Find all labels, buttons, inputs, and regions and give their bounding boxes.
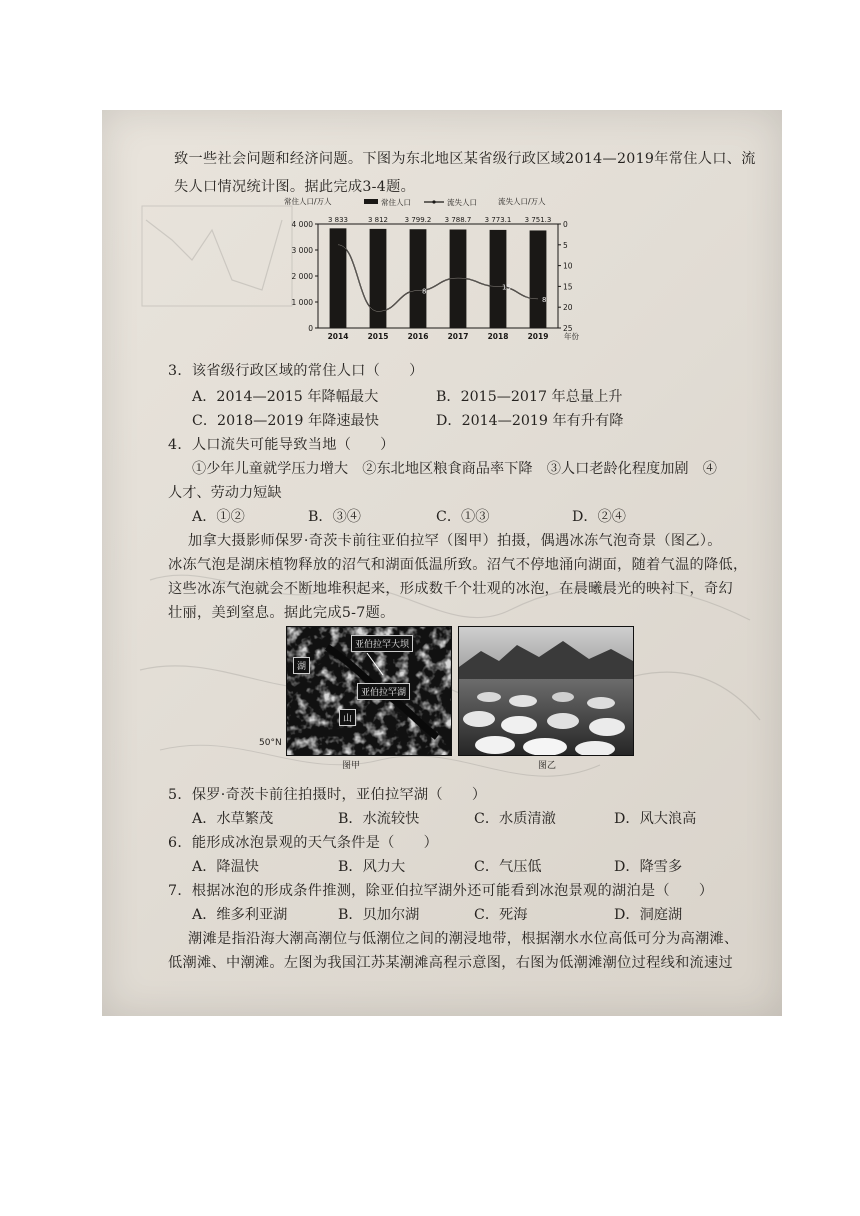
ice-bubbles-art xyxy=(459,627,633,755)
q6-option-c[interactable]: C．气压低 xyxy=(474,859,542,875)
bar-value-label: 3 812 xyxy=(367,216,389,224)
intro-line-2: 失人口情况统计图。据此完成3-4题。 xyxy=(174,179,416,195)
bar-2015 xyxy=(370,229,387,328)
bar-value-label: 3 788.7 xyxy=(444,216,472,224)
q3-option-b[interactable]: B．2015—2017 年总量上升 xyxy=(436,389,623,405)
q3-stem: 3．该省级行政区域的常住人口（ ） xyxy=(168,363,424,379)
label-mountain: 山 xyxy=(339,709,356,726)
population-loss-line xyxy=(338,245,538,312)
line-value-label: 8 xyxy=(422,287,427,296)
q7-option-a[interactable]: A．维多利亚湖 xyxy=(192,907,288,923)
left-axis-tick-label: 1 000 xyxy=(291,298,313,307)
x-axis-tick-label: 2016 xyxy=(407,332,429,341)
figure-jia-caption: 图甲 xyxy=(342,761,361,771)
q5-option-d[interactable]: D．风大浪高 xyxy=(614,811,697,827)
intro-line-1: 致一些社会问题和经济问题。下图为东北地区某省级行政区域2014—2019年常住人口、流 xyxy=(174,151,756,167)
passage2-line-3: 这些冰冻气泡就会不断地堆积起来，形成数千个壮观的冰泡，在晨曦晨光的映衬下，奇幻 xyxy=(168,581,734,597)
left-axis-tick-label: 3 000 xyxy=(291,246,313,255)
right-axis-label: 流失人口/万人 xyxy=(498,197,546,206)
line-value-label: 15 xyxy=(502,283,511,292)
q7-stem: 7．根据冰泡的形成条件推测，除亚伯拉罕湖外还可能看到冰泡景观的湖泊是（ ） xyxy=(168,883,714,899)
q3-option-a[interactable]: A．2014—2015 年降幅最大 xyxy=(192,389,379,405)
q4-option-c[interactable]: C．①③ xyxy=(436,509,490,525)
q5-option-a[interactable]: A．水草繁茂 xyxy=(192,811,274,827)
bar-value-label: 3 773.1 xyxy=(484,216,512,224)
q4-items-line-2: 人才、劳动力短缺 xyxy=(168,485,282,501)
x-axis-tick-label: 2019 xyxy=(527,332,549,341)
passage2-line-2: 冰冻气泡是湖床植物释放的沼气和湖面低温所致。沼气不停地涌向湖面，随着气温的降低， xyxy=(168,557,748,573)
passage3-line-2: 低潮滩、中潮滩。左图为我国江苏某潮滩高程示意图，右图为低潮滩潮位过程线和流速过 xyxy=(168,955,734,971)
label-abraham-dam: 亚伯拉罕大坝 xyxy=(351,635,413,652)
x-axis-tick-label: 2014 xyxy=(327,332,349,341)
bar-value-label: 3 833 xyxy=(327,216,349,224)
right-axis-tick-label: 5 xyxy=(563,240,568,250)
right-axis-tick-label: 20 xyxy=(563,303,573,313)
q7-option-c[interactable]: C．死海 xyxy=(474,907,528,923)
q7-option-b[interactable]: B．贝加尔湖 xyxy=(338,907,420,923)
chart-frame xyxy=(318,224,558,328)
figure-yi-photo xyxy=(458,626,634,756)
bar-2014 xyxy=(330,228,347,328)
bar-2019 xyxy=(530,230,547,328)
left-axis-tick-label: 2 000 xyxy=(291,272,313,281)
q6-option-a[interactable]: A．降温快 xyxy=(192,859,259,875)
legend-bar-swatch xyxy=(364,199,378,204)
q4-option-b[interactable]: B．③④ xyxy=(308,509,361,525)
population-loss-line-highlight xyxy=(338,245,538,312)
q6-option-d[interactable]: D．降雪多 xyxy=(614,859,683,875)
bar-2018 xyxy=(490,230,507,328)
right-axis-tick-label: 10 xyxy=(563,261,573,271)
latitude-label: 50°N xyxy=(259,738,282,748)
left-axis-label: 常住人口/万人 xyxy=(284,197,332,206)
x-axis-unit-label: 年份 xyxy=(564,332,579,341)
population-chart xyxy=(274,194,604,354)
q4-option-a[interactable]: A．①② xyxy=(192,509,245,525)
left-axis-tick-label: 4 000 xyxy=(291,220,313,229)
legend-line-marker xyxy=(432,200,435,203)
q5-stem: 5．保罗·奇茨卡前往拍摄时，亚伯拉罕湖（ ） xyxy=(168,787,487,803)
passage3-line-1: 潮滩是指沿海大潮高潮位与低潮位之间的潮浸地带，根据潮水水位高低可分为高潮滩、 xyxy=(188,931,739,947)
line-value-label: 8 xyxy=(542,295,547,304)
q4-stem: 4．人口流失可能导致当地（ ） xyxy=(168,437,395,453)
bar-value-label: 3 799.2 xyxy=(404,216,432,224)
figure-jia-photo xyxy=(286,626,452,756)
right-axis-tick-label: 0 xyxy=(563,220,568,229)
legend-line-label: 流失人口 xyxy=(447,198,477,207)
figure-yi-caption: 图乙 xyxy=(538,761,557,771)
right-axis-tick-label: 25 xyxy=(563,324,573,333)
q6-option-b[interactable]: B．风力大 xyxy=(338,859,406,875)
passage2-line-4: 壮丽，美到窒息。据此完成5-7题。 xyxy=(168,605,395,621)
x-axis-tick-label: 2015 xyxy=(367,332,389,341)
q7-option-d[interactable]: D．洞庭湖 xyxy=(614,907,683,923)
q3-option-d[interactable]: D．2014—2019 年有升有降 xyxy=(436,413,624,429)
exam-paper xyxy=(102,110,782,1016)
q4-option-d[interactable]: D．②④ xyxy=(572,509,626,525)
left-axis-tick-label: 0 xyxy=(308,324,313,333)
bar-value-label: 3 751.3 xyxy=(524,216,552,224)
q5-option-b[interactable]: B．水流较快 xyxy=(338,811,420,827)
x-axis-tick-label: 2018 xyxy=(487,332,509,341)
label-lake-short: 湖 xyxy=(293,657,310,674)
x-axis-tick-label: 2017 xyxy=(447,332,469,341)
q3-option-c[interactable]: C．2018—2019 年降速最快 xyxy=(192,413,379,429)
passage2-line-1: 加拿大摄影师保罗·奇茨卡前往亚伯拉罕（图甲）拍摄，偶遇冰冻气泡奇景（图乙）。 xyxy=(188,533,722,549)
right-axis-tick-label: 15 xyxy=(563,282,573,292)
label-abraham-lake: 亚伯拉罕湖 xyxy=(357,683,410,700)
bar-2016 xyxy=(410,229,427,328)
q5-option-c[interactable]: C．水质清澈 xyxy=(474,811,556,827)
q6-stem: 6．能形成冰泡景观的天气条件是（ ） xyxy=(168,835,439,851)
legend-bar-label: 常住人口 xyxy=(381,198,411,207)
q4-items-line-1: ①少年儿童就学压力增大 ②东北地区粮食商品率下降 ③人口老龄化程度加剧 ④ xyxy=(192,461,717,477)
